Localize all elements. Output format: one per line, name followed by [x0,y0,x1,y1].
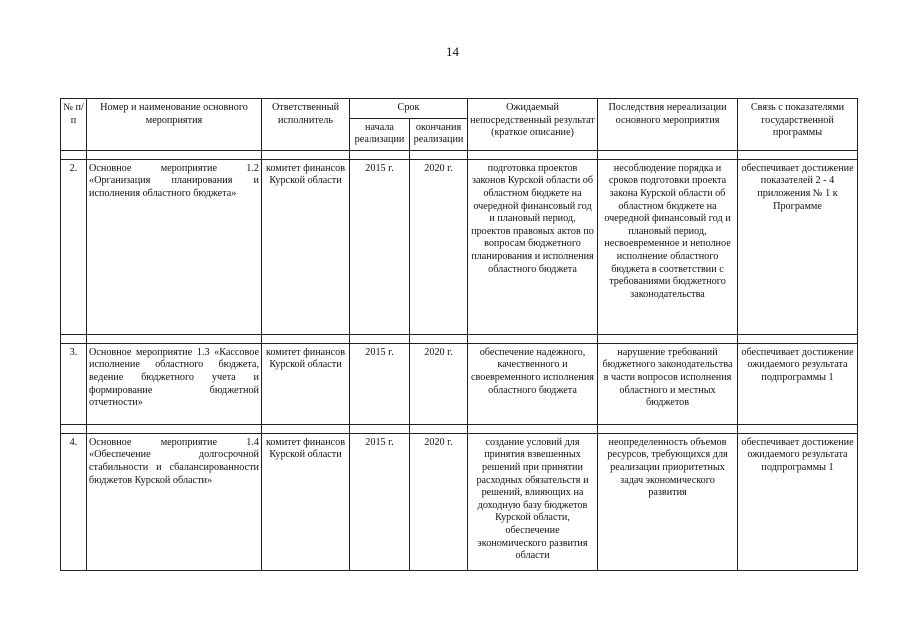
row-name: Основное мероприятие 1.3 «Кассовое исполнение областного бюджета, ведение бюджетного учета и формирование бюджетной отчетности» [87,343,262,424]
spacer-cell [410,334,468,343]
spacer-row [61,150,858,159]
spacer-cell [738,424,858,433]
row-num: 3. [61,343,87,424]
row-consequences: неопределенность объемов ресурсов, требующихся для реализации приоритетных задач экономического развития [598,433,738,570]
table-row [61,433,858,570]
spacer-cell [738,334,858,343]
spacer-cell [738,150,858,159]
spacer-cell [350,150,410,159]
row-result: обеспечение надежного, качественного и своевременного исполнения областного бюджета [468,343,598,424]
row-link: обеспечивает достижение показателей 2 - 4 приложения № 1 к Программе [738,159,858,334]
spacer-cell [87,424,262,433]
table-row [61,159,858,334]
spacer-cell [262,150,350,159]
row-consequences: нарушение требований бюджетного законодательства в части вопросов исполнения областного и местных бюджетов [598,343,738,424]
spacer-cell [350,424,410,433]
row-result: создание условий для принятия взвешенных решений при принятии расходных обязательств и решений, влияющих на доходную базу бюджетов Курской области, обеспечение экономического развития области [468,433,598,570]
spacer-cell [410,150,468,159]
row-start: 2015 г. [350,159,410,334]
row-num: 4. [61,433,87,570]
spacer-cell [598,334,738,343]
spacer-cell [262,424,350,433]
row-end: 2020 г. [410,159,468,334]
spacer-cell [87,334,262,343]
row-executor: комитет финансов Курской области [262,433,350,570]
header-term: Срок [350,99,468,119]
header-term-start: начала реализации [350,118,410,150]
header-link: Связь с показателями государственной программы [738,99,858,151]
spacer-cell [468,334,598,343]
spacer-cell [61,424,87,433]
row-executor: комитет финансов Курской области [262,159,350,334]
spacer-cell [262,334,350,343]
header-executor: Ответственный исполнитель [262,99,350,151]
spacer-cell [410,424,468,433]
spacer-cell [598,424,738,433]
spacer-row [61,424,858,433]
header-term-end: окончания реализации [410,118,468,150]
table-row [61,343,858,424]
page-number: 14 [446,44,459,59]
row-end: 2020 г. [410,433,468,570]
row-num: 2. [61,159,87,334]
row-start: 2015 г. [350,433,410,570]
row-link: обеспечивает достижение ожидаемого результата подпрограммы 1 [738,433,858,570]
row-result: подготовка проектов законов Курской области об областном бюджете на очередной финансовый год и плановый период, проектов правовых актов по вопросам бюджетного планирования и исполнения областного бюджета [468,159,598,334]
row-link: обеспечивает достижение ожидаемого результата подпрограммы 1 [738,343,858,424]
activities-table [60,98,858,571]
row-start: 2015 г. [350,343,410,424]
row-consequences: несоблюдение порядка и сроков подготовки проекта закона Курской области об областном бюджете на очередной финансовый год и плановый период, несвоевременное и неполное исполнение областного бюджета в соответствии с требованиями бюджетного законодательства [598,159,738,334]
row-executor: комитет финансов Курской области [262,343,350,424]
header-row [61,99,858,119]
row-name: Основное мероприятие 1.2 «Организация планирования и исполнения областного бюджета» [87,159,262,334]
header-name: Номер и наименование основного мероприятия [87,99,262,151]
spacer-cell [598,150,738,159]
spacer-cell [468,424,598,433]
spacer-cell [350,334,410,343]
header-consequences: Последствия нереализации основного мероприятия [598,99,738,151]
spacer-cell [61,334,87,343]
spacer-cell [61,150,87,159]
header-num: № п/п [61,99,87,151]
spacer-cell [468,150,598,159]
spacer-cell [87,150,262,159]
row-end: 2020 г. [410,343,468,424]
row-name: Основное мероприятие 1.4 «Обеспечение долгосрочной стабильности и сбалансированности бюджетов Курской области» [87,433,262,570]
spacer-row [61,334,858,343]
header-result: Ожидаемый непосредственный результат (краткое описание) [468,99,598,151]
